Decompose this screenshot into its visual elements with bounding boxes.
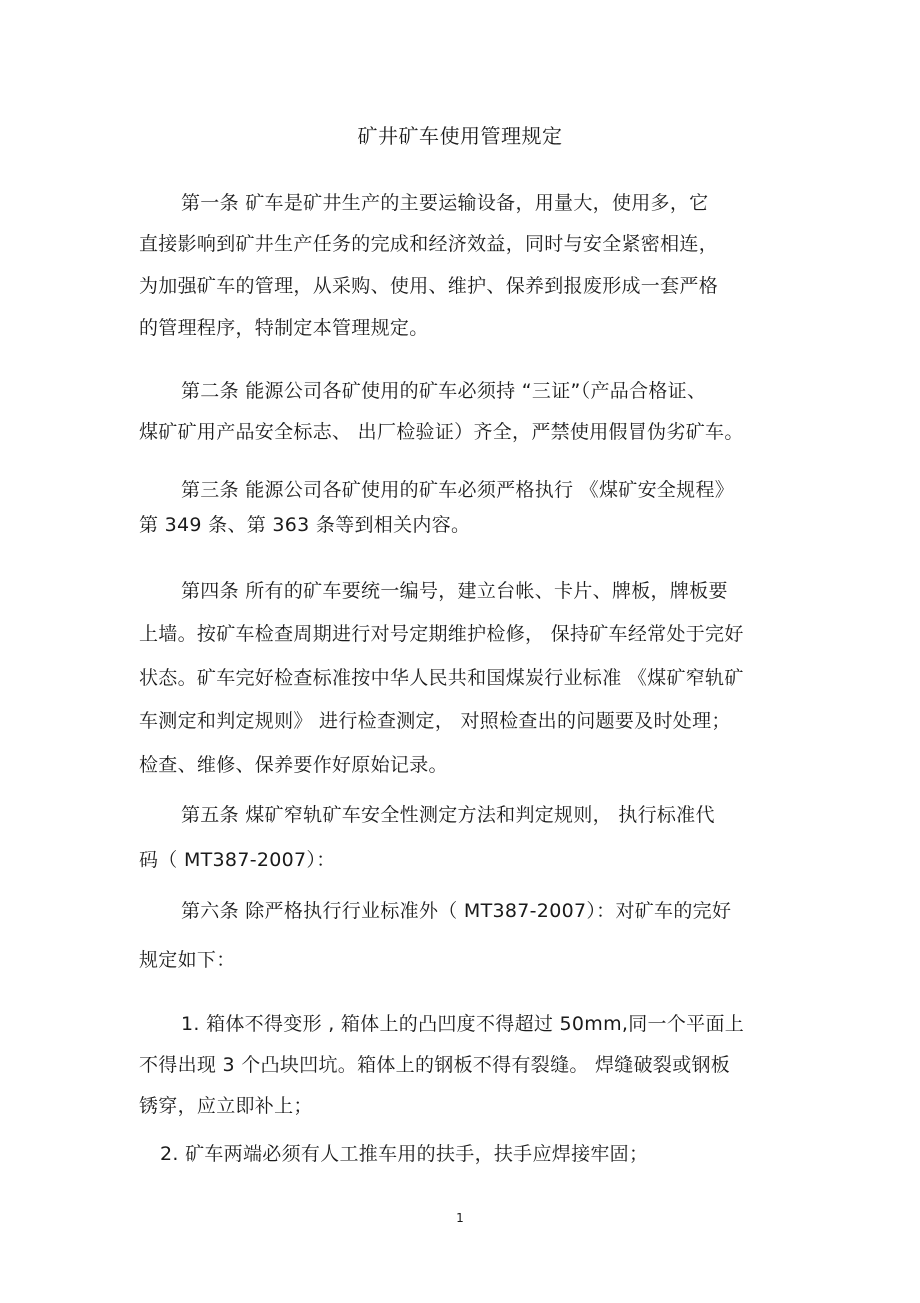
item-1-line-3: 锈穿，应立即补上； [139, 1095, 313, 1117]
article-3-line-2: 第 349 条、第 363 条等到相关内容。 [139, 514, 471, 536]
article-2-line-2: 煤矿矿用产品安全标志、 出厂检验证）齐全，严禁使用假冒伪劣矿车。 [139, 421, 744, 443]
item-2-line-1: 2. 矿车两端必须有人工推车用的扶手，扶手应焊接牢固； [160, 1143, 649, 1165]
page-number: 1 [456, 1211, 464, 1225]
article-5-line-2: 码（ MT387-2007）： [139, 849, 336, 871]
item-1-line-2: 不得出现 3 个凸块凹坑。箱体上的钢板不得有裂缝。 焊缝破裂或钢板 [139, 1054, 731, 1076]
article-5-line-1: 第五条 煤矿窄轨矿车安全性测定方法和判定规则， 执行标准代 [181, 804, 715, 826]
article-6-line-2: 规定如下： [139, 949, 236, 971]
article-2-line-1: 第二条 能源公司各矿使用的矿车必须持 “三证”（产品合格证、 [181, 380, 707, 402]
document-title: 矿井矿车使用管理规定 [357, 124, 563, 148]
article-4-line-1: 第四条 所有的矿车要统一编号，建立台帐、卡片、牌板，牌板要 [181, 580, 728, 602]
article-1-line-4: 的管理程序，特制定本管理规定。 [139, 317, 429, 339]
article-1-line-2: 直接影响到矿井生产任务的完成和经济效益，同时与安全紧密相连， [139, 233, 719, 255]
article-4-line-2: 上墙。按矿车检查周期进行对号定期维护检修， 保持矿车经常处于完好 [139, 623, 744, 645]
item-1-line-1: 1. 箱体不得变形 , 箱体上的凸凹度不得超过 50mm,同一个平面上 [181, 1013, 745, 1035]
article-1-line-1: 第一条 矿车是矿井生产的主要运输设备，用量大，使用多，它 [181, 192, 709, 214]
article-1-line-3: 为加强矿车的管理，从采购、使用、维护、保养到报废形成一套严格 [139, 275, 719, 297]
article-4-line-3: 状态。矿车完好检查标准按中华人民共和国煤炭行业标准 《煤矿窄轨矿 [139, 667, 744, 689]
article-6-line-1: 第六条 除严格执行行业标准外（ MT387-2007）：对矿车的完好 [181, 900, 732, 922]
article-4-line-4: 车测定和判定规则》 进行检查测定， 对照检查出的问题要及时处理； [139, 710, 731, 732]
article-3-line-1: 第三条 能源公司各矿使用的矿车必须严格执行 《煤矿安全规程》 [181, 479, 735, 501]
article-4-line-5: 检查、维修、保养要作好原始记录。 [139, 754, 448, 776]
